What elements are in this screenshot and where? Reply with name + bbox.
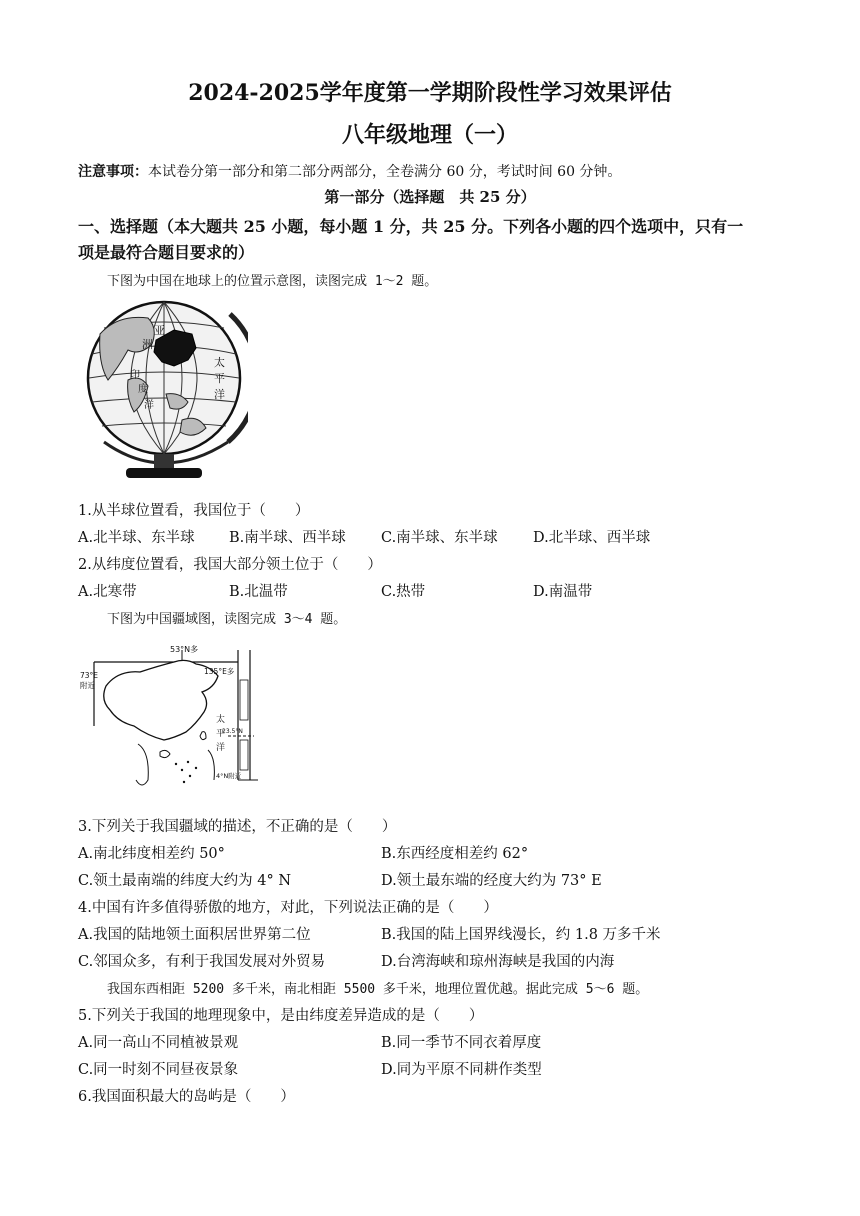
q3-option-c[interactable]: C.领土最南端的纬度大约为 4° N [78,873,292,889]
q3-option-a[interactable]: A.南北纬度相差约 50° [78,846,225,862]
q6-stem: 6.我国面积最大的岛屿是（ ） [78,1089,295,1105]
exam-title: 2024-2025学年度第一学期阶段性学习效果评估 [188,80,672,106]
map-label-yang: 洋 [216,743,226,753]
globe-figure [78,294,248,490]
q4-option-a[interactable]: A.我国的陆地领土面积居世界第二位 [78,927,311,943]
map-label-ping: 平 [216,729,226,739]
map-label-73e: 73°E [80,671,99,680]
china-territory-map [78,640,264,800]
exam-subtitle: 八年级地理（一） [341,122,518,148]
notice-text: 本试卷分第一部分和第二部分两部分，全卷满分 60 分，考试时间 60 分钟。 [148,164,622,180]
q2-option-d[interactable]: D.南温带 [533,584,593,600]
q1-stem: 1.从半球位置看，我国位于（ ） [78,503,310,519]
map-label-tropic: 23.5°N [222,728,243,735]
globe-label-ping: 平 [214,372,225,385]
q2-option-c[interactable]: C.热带 [381,584,426,600]
q3-option-d[interactable]: D.领土最东端的经度大约为 73° E [381,873,602,889]
q5-option-d[interactable]: D.同为平原不同耕作类型 [381,1062,542,1078]
q1-option-a[interactable]: A.北半球、东半球 [78,530,195,546]
notice-label: 注意事项： [78,164,148,180]
map-label-53n: 53°N多 [170,645,199,654]
q4-stem: 4.中国有许多值得骄傲的地方，对此，下列说法正确的是（ ） [78,900,498,916]
q1-option-c[interactable]: C.南半球、东半球 [381,530,498,546]
globe-label-tai: 太 [214,356,225,369]
q4-option-c[interactable]: C.邻国众多，有利于我国发展对外贸易 [78,954,326,970]
section1-heading-line1: 一、选择题（本大题共 25 小题，每小题 1 分，共 25 分。下列各小题的四个选项中，只有一 [78,217,744,236]
q5-option-a[interactable]: A.同一高山不同植被景观 [78,1035,239,1051]
q1-option-b[interactable]: B.南半球、西半球 [229,530,346,546]
q5-option-c[interactable]: C.同一时刻不同昼夜景象 [78,1062,239,1078]
q2-stem: 2.从纬度位置看，我国大部分领土位于（ ） [78,557,382,573]
map-label-73e-near: 附近 [80,681,95,690]
globe-label-yang2: 洋 [214,388,225,401]
q3-stem: 3.下列关于我国疆域的描述，不正确的是（ ） [78,819,397,835]
globe-label-yin: 印 [130,370,140,381]
intro-q3-4: 下图为中国疆域图，读图完成 3～4 题。 [107,612,347,627]
map-label-4n: 4°N附近 [216,772,242,780]
notice [78,161,621,181]
q3-option-b[interactable]: B.东西经度相差约 62° [381,846,529,862]
q4-option-b[interactable]: B.我国的陆上国界线漫长，约 1.8 万多千米 [381,927,661,943]
map-label-tai: 太 [216,715,226,725]
intro-q5-6: 我国东西相距 5200 多千米，南北相距 5500 多千米，地理位置优越。据此完成 5～6 题。 [107,982,649,997]
map-label-135e: 135°E多 [204,667,235,676]
part1-title: 第一部分（选择题 共 25 分） [324,188,536,206]
globe-label-ya: 亚 [154,324,165,337]
globe-label-du: 度 [138,384,148,395]
q2-option-b[interactable]: B.北温带 [229,584,288,600]
intro-q1-2: 下图为中国在地球上的位置示意图，读图完成 1～2 题。 [107,274,438,289]
q5-option-b[interactable]: B.同一季节不同衣着厚度 [381,1035,542,1051]
section1-heading-line2: 项是最符合题目要求的） [78,243,255,262]
q4-option-d[interactable]: D.台湾海峡和琼州海峡是我国的内海 [381,954,615,970]
globe-label-yang: 洋 [144,400,154,411]
q1-option-d[interactable]: D.北半球、西半球 [533,530,651,546]
globe-label-zhou: 洲 [142,338,153,351]
q5-stem: 5.下列关于我国的地理现象中，是由纬度差异造成的是（ ） [78,1008,484,1024]
china-outline [104,660,218,740]
q2-option-a[interactable]: A.北寒带 [78,584,137,600]
